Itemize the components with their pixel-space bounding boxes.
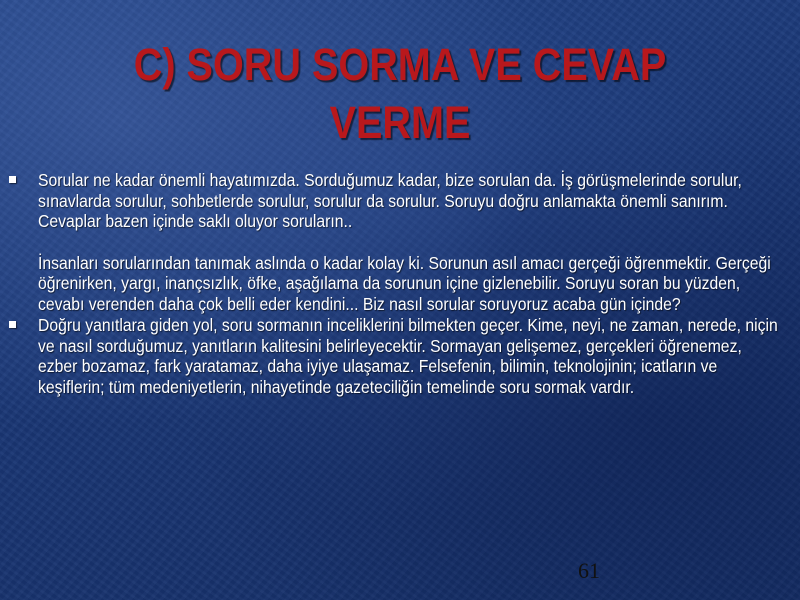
bullet-list — [0, 170, 800, 397]
bullet-paragraph: İnsanları sorularından tanımak aslında o kadar kolay ki. Sorunun asıl amacı gerçeği öğrenmektir. Gerçeği öğrenirken, yargı, inançsızlık, öfke, aşağılama da sorunun içine gizlenebilir. Soruyu soran bu yüzden, cevabı verenden daha çok belli eder kendini... Biz nasıl sorular soruyoruz acaba gün içinde? — [38, 252, 771, 314]
bullet-item — [0, 315, 800, 397]
square-bullet-icon — [9, 321, 16, 328]
bullet-paragraph: Doğru yanıtlara giden yol, soru sormanın inceliklerini bilmekten geçer. Kime, neyi, ne zaman, nerede, niçin ve nasıl sorduğumuz, yanıtların kalitesini belirleyecektir. Sormayan gelişemez, gerçekleri öğrenemez, ezber bozamaz, fark yaratamaz, daha iyiye ulaşamaz. Felsefenin, bilimin, teknolojinin; icatların ve keşiflerin; tüm medeniyetlerin, nihayetinde gazeteciliğin temelinde soru sormak vardır. — [38, 315, 778, 397]
square-bullet-icon — [9, 176, 16, 183]
page-number: 61 — [578, 558, 600, 583]
bullet-item — [0, 170, 800, 314]
bullet-paragraph: Sorular ne kadar önemli hayatımızda. Sorduğumuz kadar, bize sorulan da. İş görüşmelerinde sorulur, sınavlarda sorulur, sohbetlerde sorulur, sorulur da sorulur. Soruyu doğru anlamakta önemli sanırım. Cevaplar bazen içinde saklı oluyor soruların.. — [38, 170, 742, 231]
slide-title: C) SORU SORMA VE CEVAP VERME — [133, 39, 667, 148]
